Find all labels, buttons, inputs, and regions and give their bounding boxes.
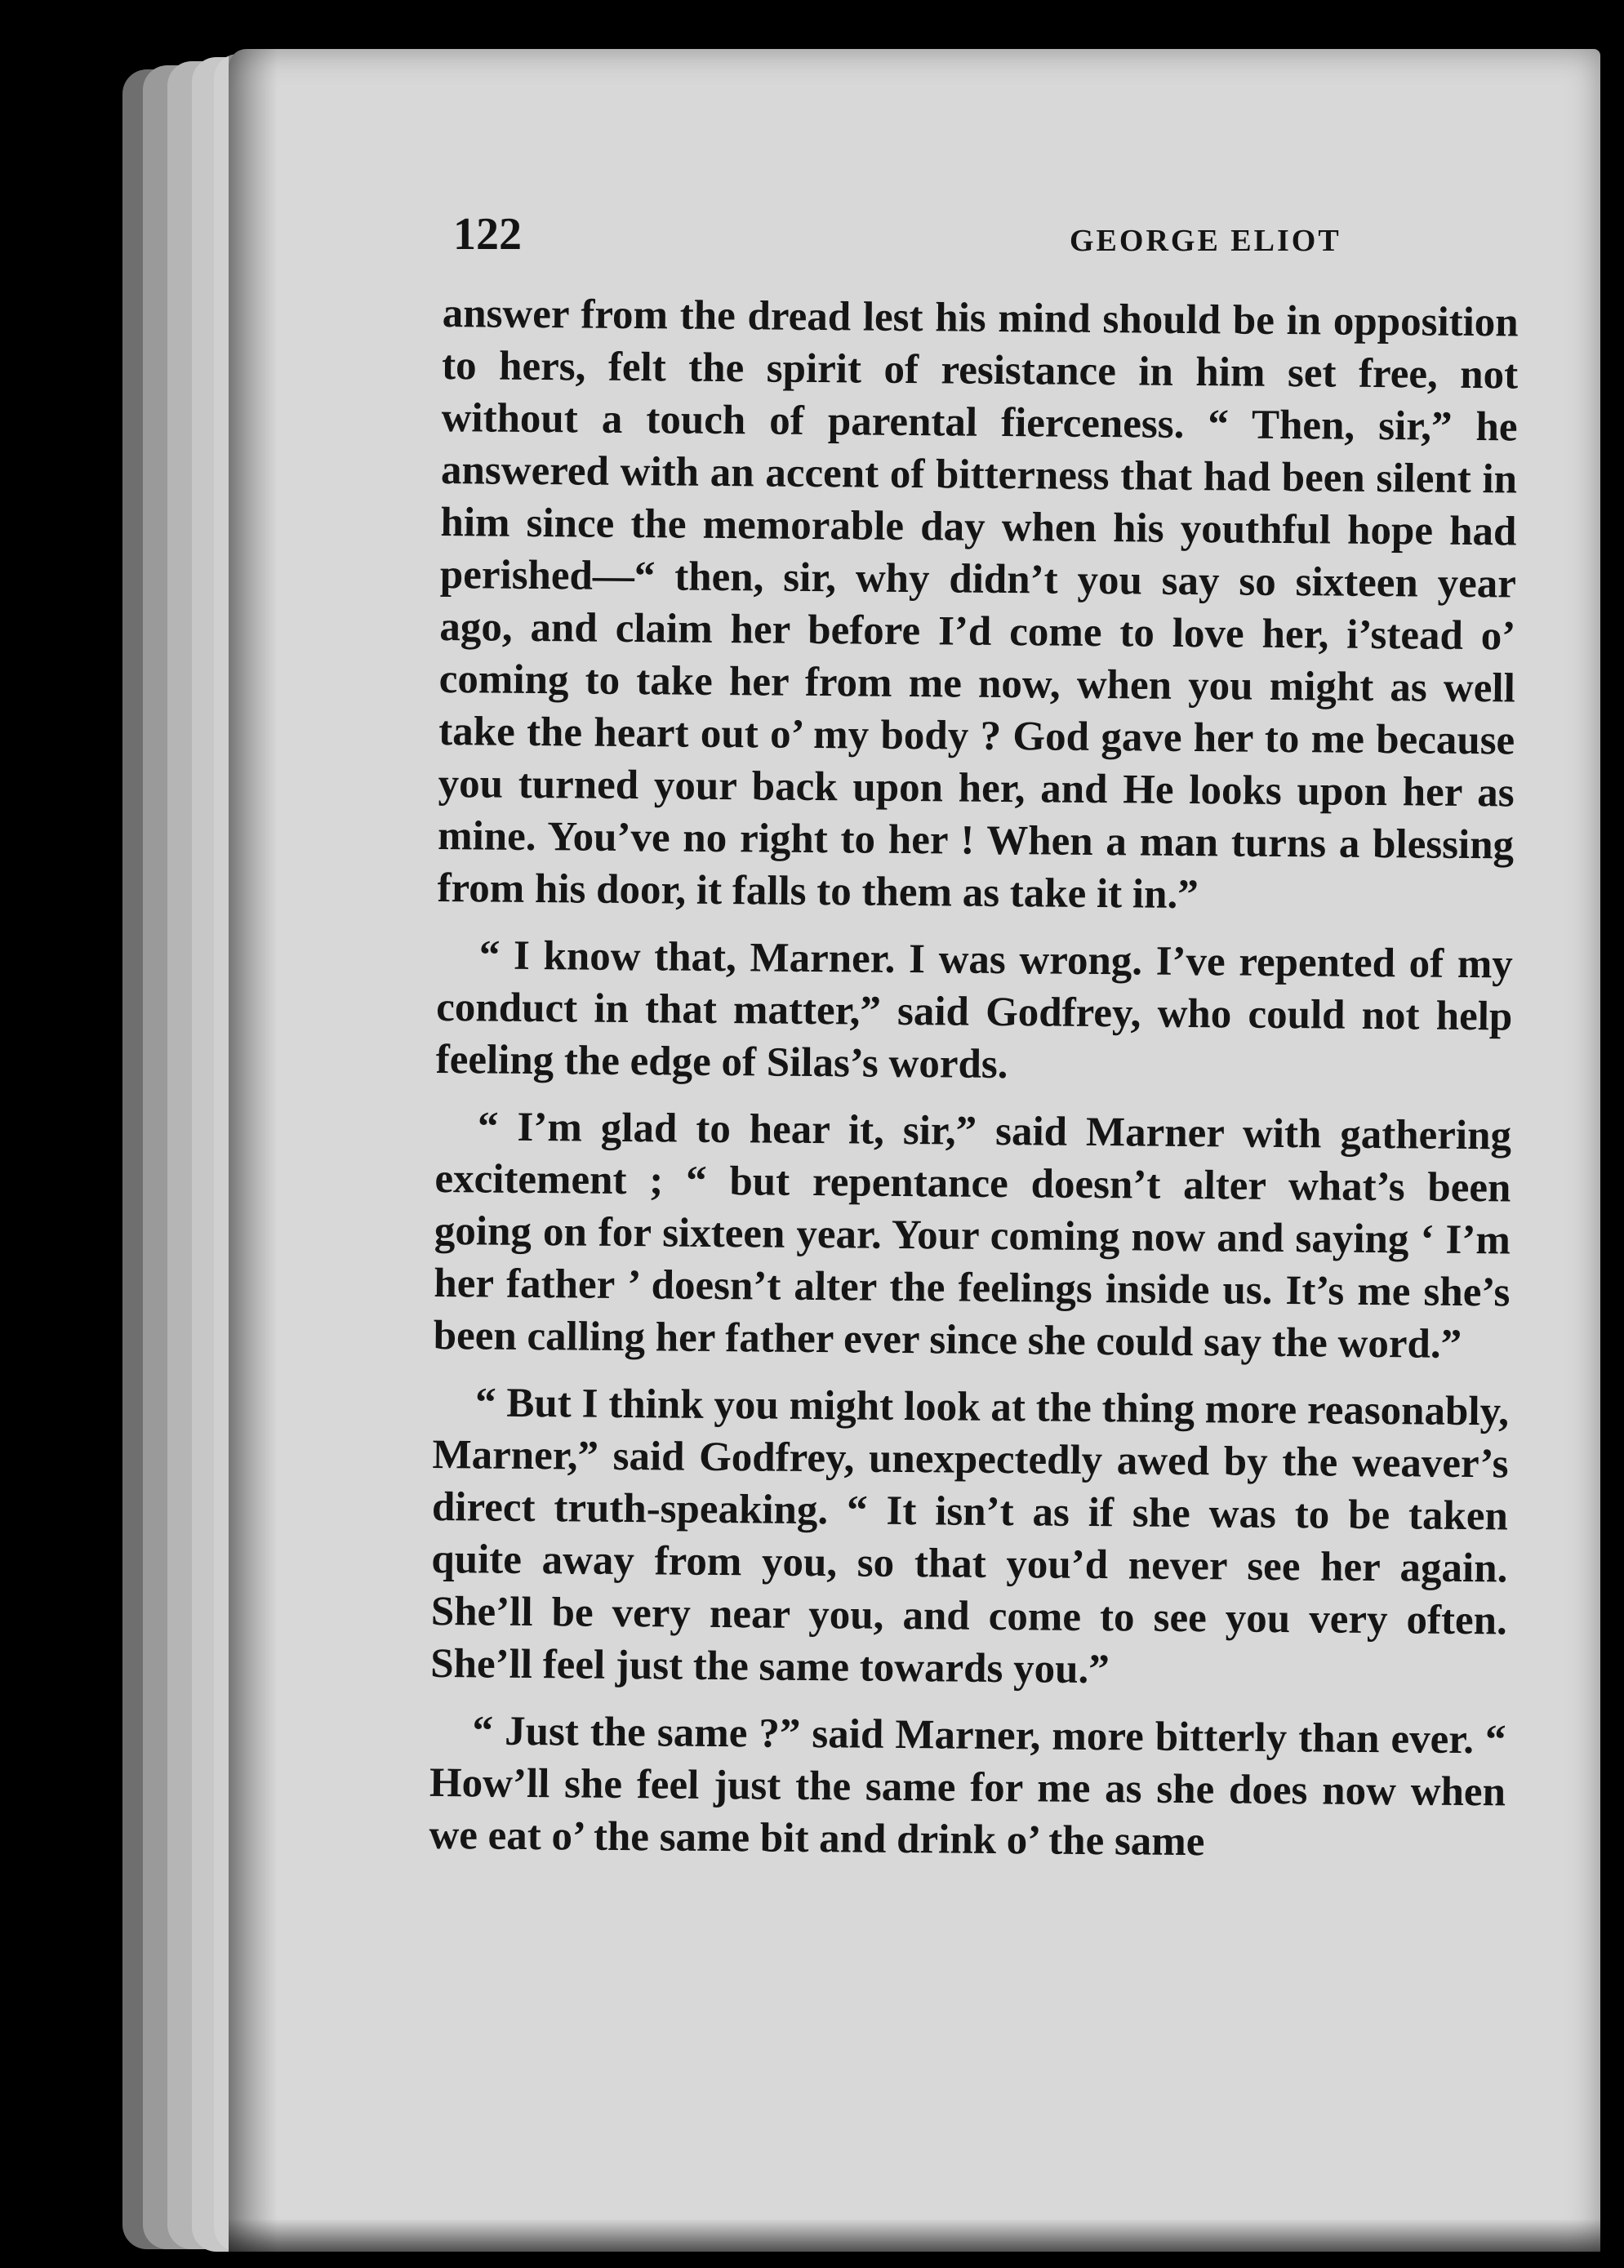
book-page xyxy=(229,49,1600,2252)
spine-shadow xyxy=(229,49,278,2252)
page-header xyxy=(453,208,1592,273)
page-number: 122 xyxy=(453,209,522,260)
body-text xyxy=(429,287,1519,1885)
paragraph: “ Just the same ?” said Marner, more bitterly than ever. “ How’ll she feel just the same for me as she does now when we eat o’ the same bit and drink o’ the same xyxy=(429,1708,1506,1866)
paragraph: “ I know that, Marner. I was wrong. I’ve repented of my conduct in that matter,” said Godfrey, who could not help feeling the edge of Silas’s words. xyxy=(435,932,1514,1088)
paragraph: “ I’m glad to hear it, sir,” said Marner with gathering excitement ; “ but repentance doesn’t alter what’s been going on for sixteen year. Your coming now and saying ‘ I’m her father ’ doesn’t alter the feelings inside us. It’s me she’s been calling her father ever since she could say the word.” xyxy=(433,1104,1512,1367)
paragraph: answer from the dread lest his mind should be in opposition to hers, felt the spirit of resistance in him set free, not without a touch of parental fierceness. “ Then, sir,” he answered with an accent of bitterness that had been silent in him since the memorable day when his youthful hope had perished—“ then, sir, why didn’t you say so sixteen year ago, and claim her before I’d come to love her, i’stead o’ coming to take her from me now, when you might as well take the heart out o’ my body ? God gave her to me because you turned your back upon her, and He looks upon her as mine. You’ve no right to her ! When a man turns a blessing from his door, it falls to them as take it in.” xyxy=(437,290,1519,918)
running-head: GEORGE ELIOT xyxy=(1070,224,1341,258)
paragraph: “ But I think you might look at the thing more reasonably, Marner,” said Godfrey, unexpectedly awed by the weaver’s direct truth-speaking. “ It isn’t as if she was to be taken quite away from you, so that you’d never see her again. She’ll be very near you, and come to see you very often. She’ll feel just the same towards you.” xyxy=(430,1380,1510,1693)
